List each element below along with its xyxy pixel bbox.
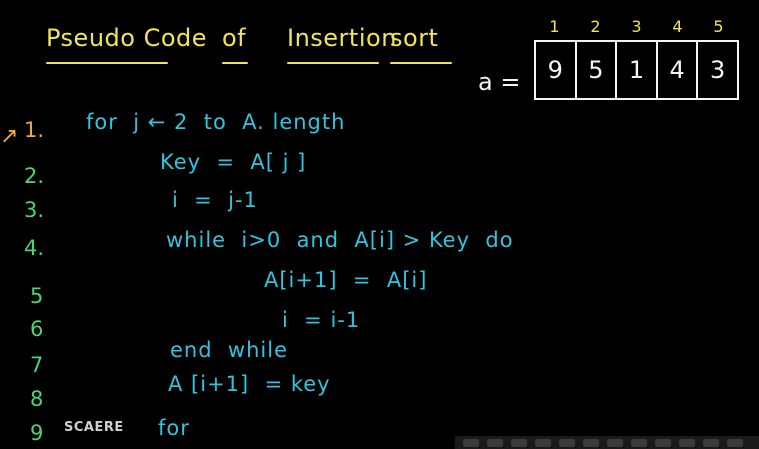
title-word-insertion: Insertion (287, 24, 397, 52)
code-line-6: i = i-1 (282, 308, 361, 332)
line-number-1: 1. (24, 118, 45, 142)
code-line-9: for (158, 416, 190, 440)
array-label: a = (478, 68, 521, 96)
line-number-5: 5 (30, 284, 44, 308)
pen-tool-icon[interactable] (727, 439, 743, 447)
array-cell: 5 (575, 42, 616, 98)
code-line-4: while i>0 and A[i] > Key do (166, 228, 514, 252)
title-word-pseudo-code: Pseudo Code (46, 24, 208, 52)
drawing-toolbar (455, 436, 759, 449)
line-number-4: 4. (24, 236, 45, 260)
line-number-2: 2. (24, 164, 45, 188)
code-line-3: i = j-1 (172, 188, 258, 212)
title-underline-3 (287, 62, 379, 64)
code-line-2: Key = A[ j ] (160, 150, 307, 174)
title-underline-1 (46, 62, 168, 64)
array-index: 3 (631, 17, 642, 36)
pen-tool-icon[interactable] (511, 439, 527, 447)
pen-tool-icon[interactable] (535, 439, 551, 447)
code-line-7: end while (170, 338, 288, 362)
array-cell: 9 (547, 56, 563, 84)
pen-tool-icon[interactable] (655, 439, 671, 447)
array-cell: 4 (656, 42, 697, 98)
title-word-sort: sort (390, 24, 439, 52)
code-line-5: A[i+1] = A[i] (264, 268, 428, 292)
array-cell: 1 (615, 42, 656, 98)
array-index: 2 (590, 17, 601, 36)
pen-tool-icon[interactable] (703, 439, 719, 447)
line-number-3: 3. (24, 198, 45, 222)
code-line-1: for j ← 2 to A. length (86, 110, 346, 134)
array-index: 4 (672, 17, 683, 36)
array-index-row (534, 17, 739, 36)
array-index: 1 (549, 17, 560, 36)
code-line-8: A [i+1] = key (168, 372, 331, 396)
pen-tool-icon[interactable] (679, 439, 695, 447)
line-number-7: 7 (30, 353, 44, 377)
title-underline-4 (390, 62, 452, 64)
title-underline-2 (222, 62, 248, 64)
pen-tool-icon[interactable] (607, 439, 623, 447)
pen-tool-icon[interactable] (559, 439, 575, 447)
pen-tool-icon[interactable] (583, 439, 599, 447)
pen-tool-icon[interactable] (487, 439, 503, 447)
array-cell: 3 (696, 42, 737, 98)
title-word-of: of (222, 24, 247, 52)
array-box (534, 40, 739, 100)
line-number-9: 9 (30, 421, 44, 445)
line-number-8: 8 (30, 387, 44, 411)
array-index: 5 (713, 17, 724, 36)
arrow-right-icon: ↗ (0, 124, 19, 149)
line-number-6: 6 (30, 317, 44, 341)
overlay-label: SCAERE (64, 420, 124, 435)
pen-tool-icon[interactable] (631, 439, 647, 447)
pen-tool-icon[interactable] (463, 439, 479, 447)
